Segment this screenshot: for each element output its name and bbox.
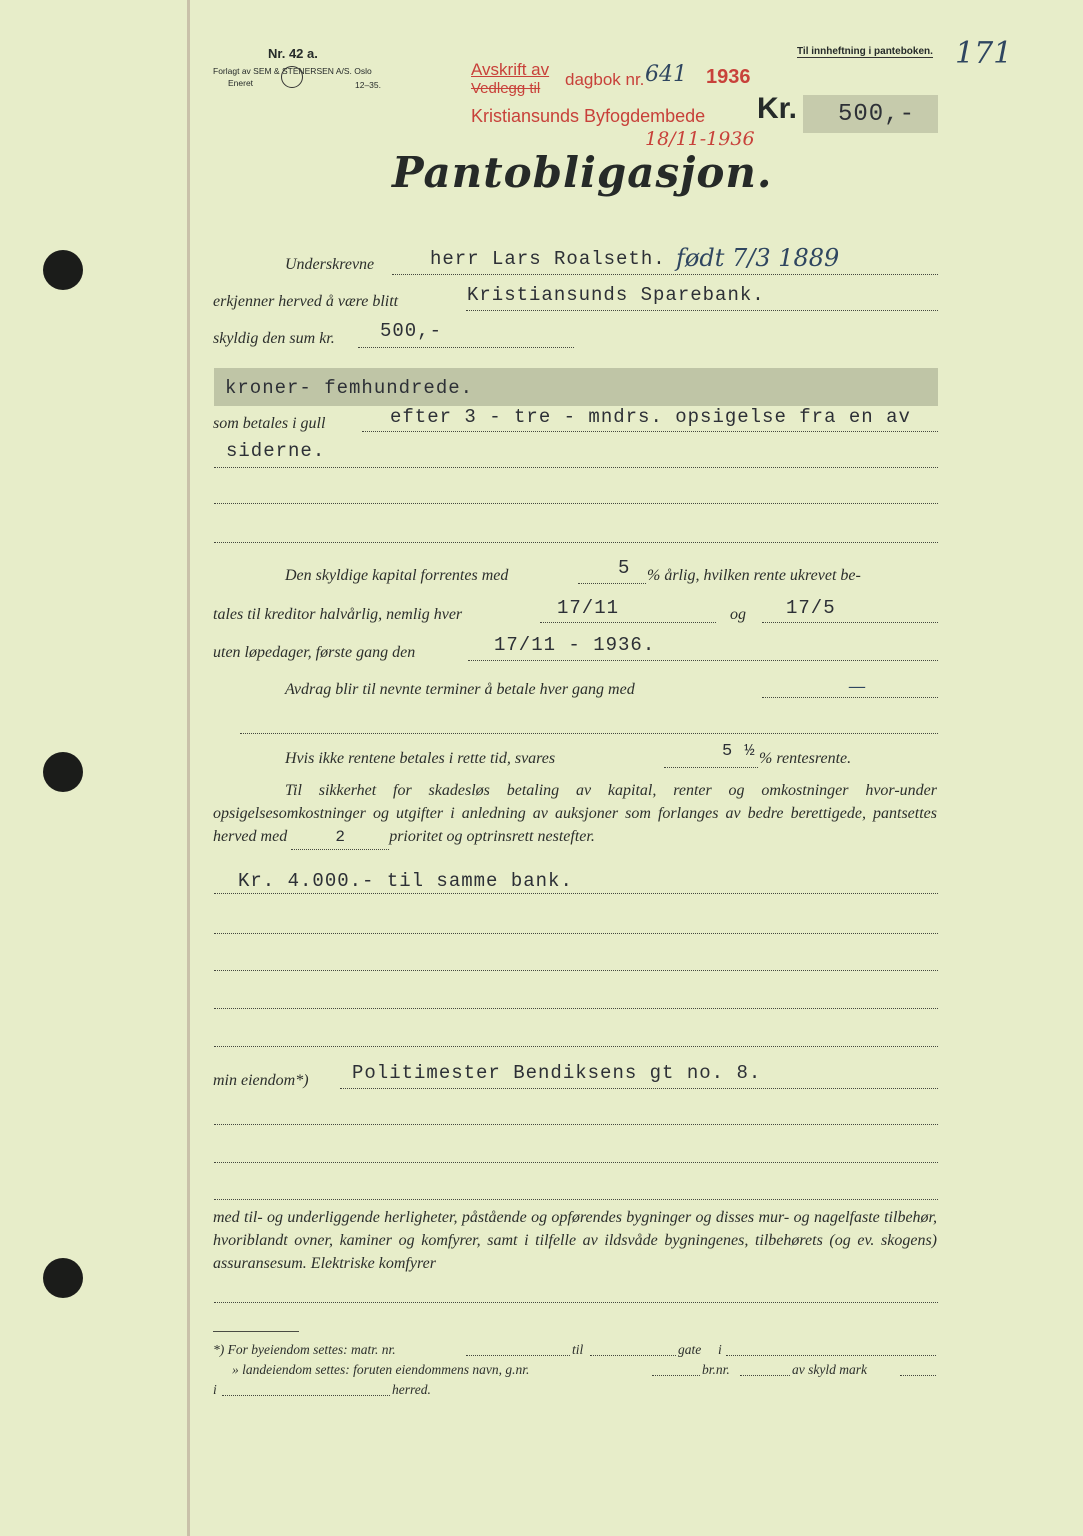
prior-debt: Kr. 4.000.- til samme bank. — [238, 870, 573, 892]
form-number: Nr. 42 a. — [268, 46, 318, 61]
publisher-line: Forlagt av SEM & STENERSEN A/S. Oslo — [213, 66, 372, 76]
property-label: min eiendom*) — [213, 1072, 309, 1089]
property-dotted-line — [340, 1088, 938, 1089]
footnote-line2-b: br.nr. — [702, 1362, 730, 1377]
halfyear-dotted-line-1 — [540, 622, 716, 623]
interest-post: % årlig, hvilken rente ukrevet be- — [647, 567, 861, 584]
gold-dotted-line-4 — [214, 542, 938, 543]
penalty-interest-value: 5 ½ — [722, 742, 756, 761]
installment-value: — — [848, 676, 866, 697]
footnote-line1-c: gate — [678, 1342, 702, 1357]
kr-label: Kr. — [757, 92, 798, 125]
footnote-dots-3 — [726, 1355, 936, 1356]
acknowledge-label: erkjenner herved å være blitt — [213, 293, 399, 310]
handwritten-date: 18/11-1936 — [645, 128, 755, 150]
security-paragraph — [213, 779, 937, 871]
gold-dotted-line-3 — [214, 503, 938, 504]
page-number: 171 — [955, 36, 1013, 71]
footnote-line1-a: *) For byeiendom settes: matr. nr. — [213, 1342, 396, 1357]
binding-instruction: Til innheftning i panteboken. — [797, 46, 933, 57]
amount-value: 500,- — [838, 101, 916, 128]
installment-text: Avdrag blir til nevnte terminer å betale hver gang med — [285, 681, 635, 698]
punch-hole-bottom — [43, 1258, 83, 1298]
footnote-line3-b: herred. — [392, 1382, 431, 1397]
halfyear-dotted-line-2 — [762, 622, 938, 623]
prior-debt-dotted-line-4 — [214, 1008, 938, 1009]
prior-debt-dotted-line-2 — [214, 933, 938, 934]
stamp-copy-label: Avskrift av — [471, 60, 550, 79]
dagbok-number: 641 — [645, 62, 687, 87]
stamp-dagbok-label: dagbok nr. — [565, 70, 645, 89]
halfyear-og: og — [730, 606, 746, 623]
footnote-dots-4 — [652, 1375, 700, 1376]
property-dotted-line-2 — [214, 1124, 938, 1125]
binding-margin-line — [187, 0, 190, 1536]
gold-dotted-line-2 — [214, 467, 938, 468]
amount-words: kroner- femhundrede. — [225, 377, 474, 399]
owe-value: 500,- — [380, 320, 443, 342]
priority-value: 2 — [291, 826, 389, 850]
footnote-rule — [213, 1331, 299, 1332]
gold-value-line2: siderne. — [226, 440, 326, 462]
punch-hole-top — [43, 250, 83, 290]
stamp-office: Kristiansunds Byfogdembede — [471, 106, 706, 126]
exclusive-label: Eneret — [228, 78, 254, 88]
penalty-interest-dotted-line — [664, 767, 758, 768]
publisher-logo-icon — [281, 66, 303, 88]
interest-pre: Den skyldige kapital forrentes med — [285, 567, 509, 584]
halfyear-pre: tales til kreditor halvårlig, nemlig hver — [213, 606, 463, 623]
closing-paragraph: med til- og underliggende herligheter, påstående og opførendes bygninger og disses mur- og nagelfaste tilbehør, hvoriblandt ovner, kaminer og komfyrer, samt i tilfelle av ildsvåde bygningenes, tilbehørets (og ev. skogens) assuransesum. Elektriske komfyrer — [213, 1209, 937, 1272]
dagbok-year: 1936 — [706, 66, 751, 88]
footnote-line3-a: i — [213, 1382, 217, 1397]
security-text: Til sikkerhet for skadesløs betaling av kapital, renter og omkostninger hvor-under opsigelsesomkostninger og utgifter i anledning av auksjoner som forlanges av bedre berettigede, pantsettes herved med — [213, 782, 937, 845]
penalty-interest-post: % rentesrente. — [759, 750, 852, 767]
installment-dotted-line-2 — [240, 733, 938, 734]
footnote-line1-b: til — [572, 1342, 584, 1357]
footnote-line2-a: » landeiendom settes: foruten eiendommens navn, g.nr. — [232, 1362, 530, 1377]
first-payment-value: 17/11 - 1936. — [494, 634, 656, 656]
halfyear-value-2: 17/5 — [786, 597, 836, 619]
undersigned-label: Underskrevne — [285, 256, 375, 273]
birth-note: født 7/3 1889 — [676, 244, 840, 272]
gold-value-line1: efter 3 - tre - mndrs. opsigelse fra en av — [390, 406, 911, 428]
owe-label: skyldig den sum kr. — [213, 330, 335, 347]
prior-debt-dotted-line-1 — [214, 893, 938, 894]
property-value: Politimester Bendiksens gt no. 8. — [352, 1062, 762, 1084]
prior-debt-dotted-line-5 — [214, 1046, 938, 1047]
creditor-dotted-line — [466, 310, 938, 311]
undersigned-dotted-line — [392, 274, 938, 275]
interest-dotted-line — [578, 583, 646, 584]
property-dotted-line-4 — [214, 1199, 938, 1200]
punch-hole-middle — [43, 752, 83, 792]
footnote-dots-6 — [900, 1375, 936, 1376]
priority-post: prioritet og optrinsrett nestefter. — [389, 828, 595, 845]
undersigned-value: herr Lars Roalseth. — [430, 248, 666, 270]
gold-dotted-line-1 — [362, 431, 938, 432]
footnote-line2-c: av skyld mark — [792, 1362, 867, 1377]
halfyear-value-1: 17/11 — [557, 597, 620, 619]
closing-dotted-line — [214, 1302, 938, 1303]
penalty-interest-pre: Hvis ikke rentene betales i rette tid, svares — [285, 750, 556, 767]
first-payment-dotted-line — [468, 660, 938, 661]
owe-dotted-line — [358, 347, 574, 348]
form-date: 12–35. — [355, 80, 381, 90]
gold-label: som betales i gull — [213, 415, 326, 432]
prior-debt-dotted-line-3 — [214, 970, 938, 971]
footnote-dots-1 — [466, 1355, 570, 1356]
footnote-dots-2 — [590, 1355, 676, 1356]
interest-value: 5 — [618, 557, 631, 579]
page-title: Pantobligasjon. — [392, 148, 773, 197]
first-payment-pre: uten løpedager, første gang den — [213, 644, 416, 661]
creditor-value: Kristiansunds Sparebank. — [467, 284, 765, 306]
stamp-attachment-label: Vedlegg til — [471, 80, 541, 97]
footnote-dots-5 — [740, 1375, 790, 1376]
property-dotted-line-3 — [214, 1162, 938, 1163]
footnote-line1-d: i — [718, 1342, 722, 1357]
installment-dotted-line — [762, 697, 938, 698]
footnote-dots-7 — [222, 1395, 390, 1396]
